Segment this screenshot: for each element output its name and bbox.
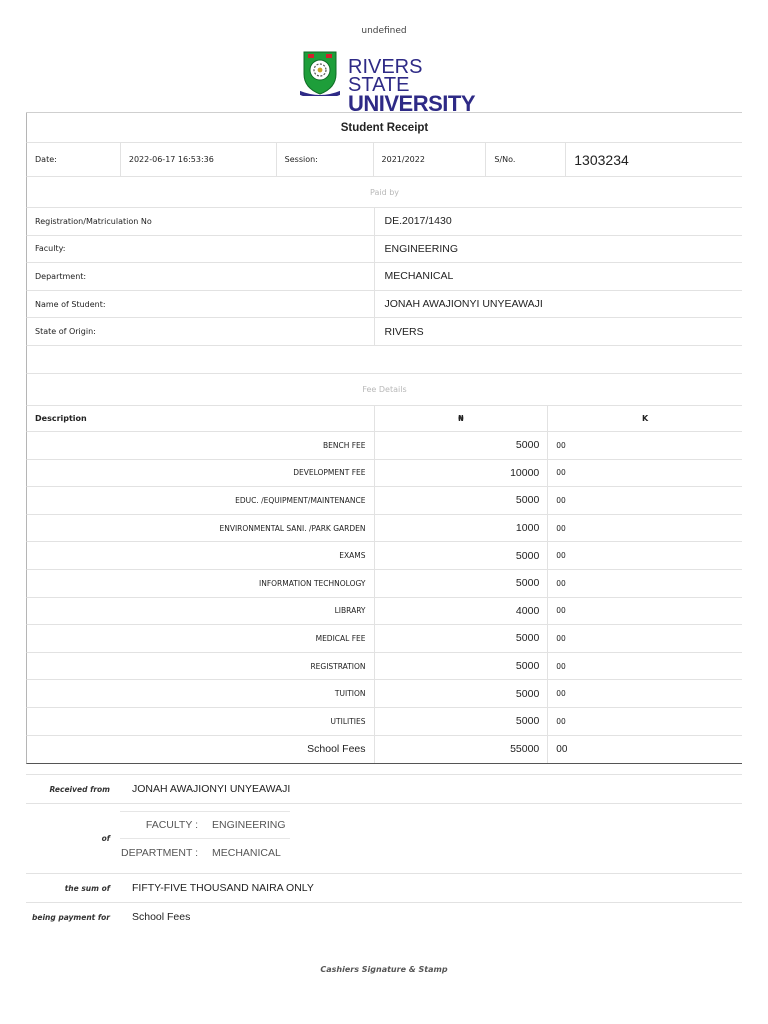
cashier-signature-label: Cashiers Signature & Stamp [320, 965, 448, 974]
faculty-value: ENGINEERING [208, 812, 290, 839]
fee-description: TUITION [27, 680, 375, 707]
department-key: DEPARTMENT : [120, 839, 208, 866]
payment-for-value: School Fees [132, 911, 191, 923]
fee-naira: 5000 [375, 653, 549, 680]
fee-row [26, 598, 742, 626]
received-from-row [26, 774, 742, 804]
top-note: undefined [361, 26, 407, 36]
of-label: of [101, 834, 110, 843]
fee-row [26, 432, 742, 460]
fee-description: EDUC. /EQUIPMENT/MAINTENANCE [27, 487, 375, 514]
session-label: Session: [277, 143, 374, 176]
fee-kobo: 00 [556, 606, 566, 616]
student-fields [26, 208, 742, 346]
fee-naira: 5000 [375, 625, 549, 652]
receipt-footer [26, 774, 742, 931]
fee-naira: 10000 [375, 460, 549, 487]
brand-line-2: UNIVERSITY [348, 91, 476, 116]
student-field-row [26, 208, 742, 236]
total-kobo: 00 [556, 743, 568, 755]
faculty-row [120, 812, 290, 839]
fee-row [26, 570, 742, 598]
student-field-label: Registration/Matriculation No [27, 208, 375, 235]
fee-row [26, 625, 742, 653]
fee-description: UTILITIES [27, 708, 375, 735]
fee-row [26, 708, 742, 736]
fee-details-label: Fee Details [26, 374, 742, 406]
student-field-label: Faculty: [27, 236, 375, 263]
fee-total-row [26, 736, 742, 764]
fee-naira: 5000 [375, 542, 549, 569]
fee-kobo: 00 [556, 523, 566, 533]
spacer-row [26, 346, 742, 374]
fee-row [26, 680, 742, 708]
fee-row [26, 460, 742, 488]
of-row [26, 804, 742, 874]
fee-description: ENVIRONMENTAL SANI. /PARK GARDEN [27, 515, 375, 542]
fee-header-row [26, 406, 742, 432]
total-description: School Fees [27, 736, 375, 763]
fee-description: DEVELOPMENT FEE [27, 460, 375, 487]
fee-kobo: 00 [556, 495, 566, 505]
sno-value: 1303234 [574, 151, 629, 168]
fee-kobo: 00 [556, 689, 566, 699]
col-naira: ₦ [375, 406, 549, 431]
sno-label: S/No. [486, 143, 566, 176]
date-value: 2022-06-17 16:53:36 [121, 143, 277, 176]
receipt-title: Student Receipt [26, 113, 742, 143]
fee-naira: 5000 [375, 432, 549, 459]
faculty-department-table [120, 811, 290, 866]
sum-row [26, 874, 742, 903]
faculty-key: FACULTY : [120, 812, 208, 839]
fee-description: EXAMS [27, 542, 375, 569]
fee-kobo: 00 [556, 661, 566, 671]
sum-label: the sum of [64, 883, 110, 893]
paid-by-label: Paid by [26, 177, 742, 208]
student-field-value: JONAH AWAJIONYI UNYEAWAJI [384, 298, 543, 311]
received-from-value: JONAH AWAJIONYI UNYEAWAJI [132, 783, 291, 795]
student-field-row [26, 291, 742, 319]
sum-value: FIFTY-FIVE THOUSAND NAIRA ONLY [132, 882, 314, 894]
student-field-value: ENGINEERING [384, 242, 459, 255]
university-crest-icon [300, 50, 340, 96]
fee-naira: 5000 [375, 680, 549, 707]
department-row [120, 839, 290, 866]
student-field-value: MECHANICAL [384, 270, 454, 283]
receipt-table [26, 112, 742, 764]
col-description: Description [27, 406, 375, 431]
receipt-info-row [26, 143, 742, 177]
student-field-label: Name of Student: [27, 291, 375, 318]
col-kobo: K [642, 413, 649, 423]
fee-kobo: 00 [556, 468, 566, 478]
fee-kobo: 00 [556, 440, 566, 450]
university-logo [294, 50, 484, 116]
department-value: MECHANICAL [208, 839, 290, 866]
received-from-label: Received from [49, 784, 110, 794]
fee-naira: 4000 [375, 598, 549, 625]
date-label: Date: [27, 143, 121, 176]
student-field-value: RIVERS [384, 325, 424, 338]
student-field-label: Department: [27, 263, 375, 290]
fee-description: REGISTRATION [27, 653, 375, 680]
fee-description: LIBRARY [27, 598, 375, 625]
fee-naira: 1000 [375, 515, 549, 542]
total-naira: 55000 [375, 736, 549, 763]
fee-kobo: 00 [556, 551, 566, 561]
fee-row [26, 515, 742, 543]
fee-naira: 5000 [375, 570, 549, 597]
student-field-row [26, 263, 742, 291]
student-field-row [26, 318, 742, 346]
brand-line-1: RIVERS STATE [348, 56, 423, 96]
fee-naira: 5000 [375, 487, 549, 514]
fee-row [26, 542, 742, 570]
fee-description: MEDICAL FEE [27, 625, 375, 652]
payment-for-row [26, 903, 742, 931]
fee-kobo: 00 [556, 578, 566, 588]
session-value: 2021/2022 [374, 143, 487, 176]
fee-description: INFORMATION TECHNOLOGY [27, 570, 375, 597]
fee-naira: 5000 [375, 708, 549, 735]
fee-rows [26, 432, 742, 736]
student-field-label: State of Origin: [27, 318, 375, 345]
brand-text [348, 58, 484, 114]
student-field-value: DE.2017/1430 [384, 215, 452, 228]
fee-row [26, 653, 742, 681]
fee-kobo: 00 [556, 716, 566, 726]
fee-row [26, 487, 742, 515]
student-field-row [26, 236, 742, 264]
fee-description: BENCH FEE [27, 432, 375, 459]
fee-kobo: 00 [556, 633, 566, 643]
payment-for-label: being payment for [32, 912, 110, 922]
